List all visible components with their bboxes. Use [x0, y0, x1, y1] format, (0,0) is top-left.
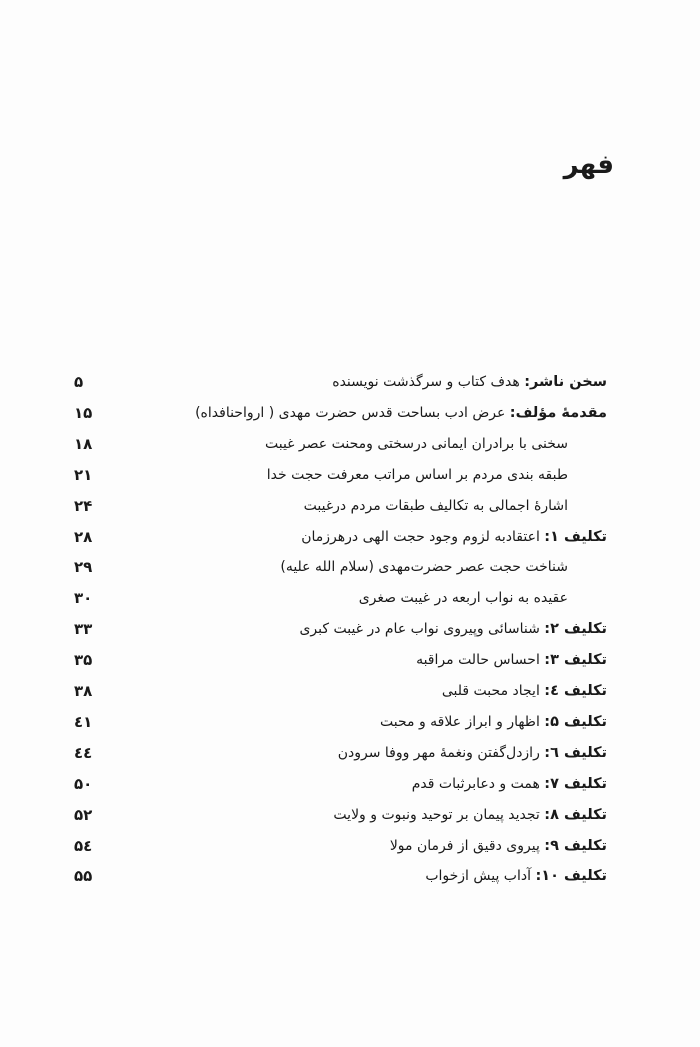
toc-entry [338, 739, 607, 767]
toc-entry-title: همت و دعابرثبات قدم [411, 776, 540, 792]
toc-row [0, 708, 700, 736]
toc-entry-title: احساس حالت مراقبه [416, 652, 540, 668]
toc-entry-title: هدف کتاب و سرگذشت نویسنده [332, 374, 520, 390]
toc-entry-title: رازدل‌گفتن ونغمهٔ مهر ووفا سرودن [337, 745, 540, 761]
toc-entry-label: تکلیف ۲: [544, 621, 607, 637]
page-heading: فهر [563, 150, 614, 180]
toc-row [0, 461, 700, 489]
toc-page-number: ۳۳ [74, 620, 93, 638]
toc-page-number: ۳۵ [74, 651, 93, 669]
toc-row [0, 677, 700, 705]
toc-entry-title: ایجاد محبت قلبی [441, 683, 540, 699]
toc-entry-title: اشارهٔ اجمالی به تکالیف طبقات مردم درغیبت [303, 498, 568, 514]
toc-entry [280, 553, 568, 581]
toc-row [0, 615, 700, 643]
toc-entry [332, 368, 607, 396]
toc-entry [265, 430, 568, 458]
toc-row [0, 399, 700, 427]
toc-row [0, 368, 700, 396]
toc-row [0, 553, 700, 581]
toc-entry [412, 770, 607, 798]
toc-entry-label: تکلیف ۱: [544, 529, 607, 545]
toc-entry [299, 615, 607, 643]
toc-entry-label: سخن ناشر: [524, 374, 607, 390]
toc-entry [380, 708, 607, 736]
toc-entry-label: تکلیف ۳: [544, 652, 607, 668]
toc-page-number: ۲۸ [74, 528, 93, 546]
toc-entry-label: تکلیف ۹: [544, 838, 607, 854]
toc-entry [359, 584, 568, 612]
toc-entry-label: تکلیف ۸: [544, 807, 607, 823]
toc-entry-title: سخنی با برادران ایمانی درسختی ومحنت عصر غیبت [264, 436, 568, 452]
toc-row [0, 492, 700, 520]
toc-row [0, 739, 700, 767]
toc-row [0, 801, 700, 829]
toc-entry [416, 646, 607, 674]
toc-entry [267, 461, 568, 489]
toc-entry-label: مقدمهٔ مؤلف: [509, 405, 607, 421]
toc-entry [304, 492, 568, 520]
toc-entry [301, 523, 607, 551]
toc-entry [390, 832, 607, 860]
toc-entry-title: شناخت حجت عصر حضرت‌مهدی (سلام الله علیه) [280, 559, 568, 575]
toc-entry [442, 677, 607, 705]
toc-page-number: ۵ [74, 373, 84, 391]
toc-entry-title: آداب پیش ازخواب [425, 868, 531, 884]
toc-page-number: ۳۸ [74, 682, 93, 700]
toc-entry-title: تجدید پیمان بر توحید ونبوت و ولایت [333, 807, 540, 823]
toc-page-number: ۵۰ [74, 775, 93, 793]
toc-entry-label: تکلیف ٦: [544, 745, 607, 761]
toc-page-number: ۱۵ [74, 404, 93, 422]
toc-page-number: ۲۱ [74, 466, 93, 484]
toc-page-number: ۲۹ [74, 558, 93, 576]
toc-entry [425, 862, 607, 890]
toc-row [0, 770, 700, 798]
toc-row [0, 430, 700, 458]
toc-entry-title: اعتقادبه لزوم وجود حجت الهی درهرزمان [301, 529, 540, 545]
toc-entry-label: تکلیف ۱۰: [535, 868, 607, 884]
toc-entry-label: تکلیف ۵: [544, 714, 607, 730]
toc-entry-title: عقیده به نواب اربعه در غیبت صغری [358, 590, 568, 606]
toc-entry-title: پیروی دقیق از فرمان مولا [389, 838, 540, 854]
toc-entry-title: اظهار و ابراز علاقه و محبت [379, 714, 540, 730]
toc-page-number: ۵٤ [74, 837, 93, 855]
toc-row [0, 862, 700, 890]
toc-row [0, 584, 700, 612]
toc-entry-title: طبقه بندی مردم بر اساس مراتب معرفت حجت خدا [266, 467, 568, 483]
toc-entry-title: عرض ادب بساحت قدس حضرت مهدی ( ارواحنافداه) [195, 405, 506, 421]
toc-page-number: ۵۵ [74, 867, 93, 885]
toc-row [0, 523, 700, 551]
toc-page-number: ۳۰ [74, 589, 93, 607]
toc-page-number: ٤٤ [74, 744, 93, 762]
toc-entry-label: تکلیف ۷: [544, 776, 607, 792]
toc-entry [333, 801, 607, 829]
toc-entry [195, 399, 607, 427]
toc-page-number: ۱۸ [74, 435, 93, 453]
toc-page-number: ٤۱ [74, 713, 93, 731]
toc-entry-title: شناسائی وپیروی نواب عام در غیبت کبری [299, 621, 540, 637]
toc-page-number: ۵۲ [74, 806, 93, 824]
toc-page-number: ۲۴ [74, 497, 93, 515]
toc-entry-label: تکلیف ٤: [544, 683, 607, 699]
toc-row [0, 646, 700, 674]
toc-row [0, 832, 700, 860]
